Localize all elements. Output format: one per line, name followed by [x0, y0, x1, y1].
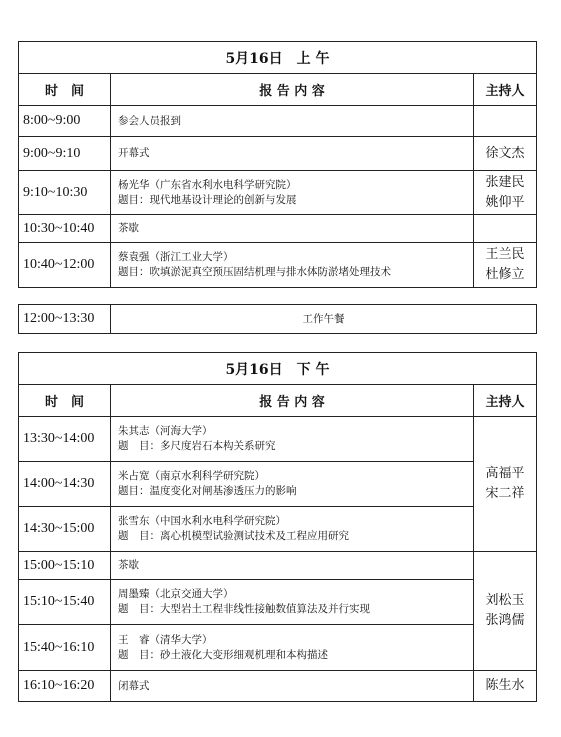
host-name: 徐文杰: [485, 145, 525, 161]
header-content: 报 告 内 容: [111, 74, 474, 106]
topic-line: 题 目：大型岩土工程非线性接触数值算法及并行实现: [118, 603, 370, 615]
speaker-line: 米占宽（南京水利科学研究院）: [118, 470, 265, 482]
header-host: 主持人: [473, 385, 536, 417]
session-time: 13:30~14:00: [19, 417, 111, 462]
topic-line: 题 目：砂土液化大变形细观机理和本构描述: [118, 648, 328, 661]
session-host: [473, 106, 536, 137]
header-host: 主持人: [473, 74, 536, 106]
speaker-line: 朱其志（河海大学）: [118, 425, 213, 437]
table-row: [19, 305, 537, 334]
session-content: [111, 552, 474, 580]
lunch-time: 12:00~13:30: [19, 305, 111, 334]
session-content: [111, 171, 474, 215]
session-time: 14:00~14:30: [19, 462, 111, 507]
host-name: 陈生水: [485, 678, 525, 693]
content-line: 开幕式: [118, 147, 150, 159]
session-host: [473, 137, 536, 171]
content-line: 参会人员报到: [118, 114, 181, 127]
session-time: 10:30~10:40: [19, 215, 111, 243]
speaker-line: 蔡袁强（浙江工业大学）: [118, 251, 234, 263]
afternoon-title: 5月16日 下 午: [19, 353, 537, 385]
content-line: 闭幕式: [118, 679, 150, 692]
lunch-content: 工作午餐: [111, 305, 537, 334]
host-name: 张鸿儒: [485, 613, 525, 628]
topic-line: 题 目：多尺度岩石本构关系研究: [118, 440, 276, 452]
header-time: 时 间: [19, 74, 111, 106]
table-row: [19, 106, 537, 137]
session-content: [111, 580, 474, 625]
session-content: [111, 625, 474, 671]
session-time: 8:00~9:00: [19, 106, 111, 137]
session-time: 9:10~10:30: [19, 171, 111, 215]
table-row: [19, 243, 537, 288]
session-time: 15:00~15:10: [19, 552, 111, 580]
speaker-line: 王 睿（清华大学）: [118, 633, 213, 646]
session-host: [473, 171, 536, 215]
session-content: [111, 417, 474, 462]
speaker-line: 杨光华（广东省水利水电科学研究院）: [118, 178, 297, 191]
lunch-table: [18, 304, 537, 334]
session-time: 15:40~16:10: [19, 625, 111, 671]
host-name: 张建民: [485, 174, 525, 190]
host-name: 高福平: [485, 466, 525, 481]
speaker-line: 周墨臻（北京交通大学）: [118, 588, 234, 600]
session-time: 14:30~15:00: [19, 507, 111, 552]
session-content: [111, 462, 474, 507]
host-name: 刘松玉: [485, 593, 525, 608]
content-line: 茶歇: [118, 222, 139, 234]
topic-line: 题目：温度变化对闸基渗透压力的影响: [118, 485, 297, 497]
table-row: [19, 671, 537, 702]
table-row: [19, 507, 537, 552]
host-name: 王兰民: [485, 247, 525, 262]
session-host-group: [473, 552, 536, 671]
table-row: [19, 417, 537, 462]
session-host-group: [473, 417, 536, 552]
session-time: 10:40~12:00: [19, 243, 111, 288]
header-content: 报 告 内 容: [111, 385, 474, 417]
session-content: [111, 243, 474, 288]
content-line: 茶歇: [118, 559, 139, 571]
topic-line: 题目：吹填淤泥真空预压固结机理与排水体防淤堵处理技术: [118, 266, 391, 278]
morning-title: 5月16日 上 午: [19, 42, 537, 74]
host-name: 姚仰平: [485, 194, 525, 210]
session-content: [111, 507, 474, 552]
speaker-line: 张雪东（中国水利水电科学研究院）: [118, 515, 286, 527]
table-row: [19, 462, 537, 507]
session-content: [111, 671, 474, 702]
session-content: [111, 215, 474, 243]
table-row: [19, 215, 537, 243]
session-time: 9:00~9:10: [19, 137, 111, 171]
table-row: [19, 625, 537, 671]
morning-schedule-table: [18, 41, 537, 288]
session-time: 16:10~16:20: [19, 671, 111, 702]
afternoon-schedule-table: [18, 352, 537, 702]
table-row: [19, 171, 537, 215]
session-content: [111, 106, 474, 137]
table-row: [19, 137, 537, 171]
topic-line: 题目：现代地基设计理论的创新与发展: [118, 193, 297, 206]
session-host: [473, 215, 536, 243]
session-content: [111, 137, 474, 171]
header-time: 时 间: [19, 385, 111, 417]
session-time: 15:10~15:40: [19, 580, 111, 625]
session-host-group: [473, 671, 536, 702]
topic-line: 题 目：离心机模型试验测试技术及工程应用研究: [118, 530, 349, 542]
host-name: 宋二祥: [485, 486, 525, 501]
host-name: 杜修立: [485, 267, 525, 282]
table-row: [19, 580, 537, 625]
session-host: [473, 243, 536, 288]
table-row: [19, 552, 537, 580]
